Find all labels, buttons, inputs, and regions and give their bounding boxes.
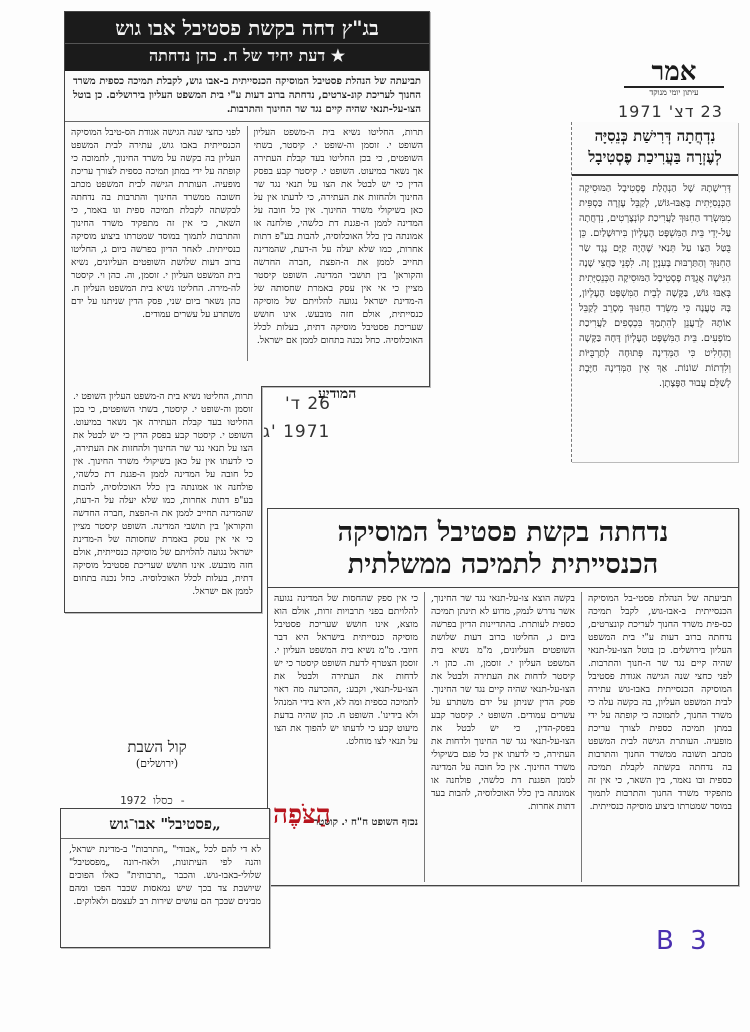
festival-column-b: בקשה הוצא צו-על-תנאי נגד שר החינוך, אשר נדרש לנמק, מדוע לא תינתן תמיכה כספית לעותרת. בהתדיינות הדיון בפרשה ביום ג, החליטו ברוב דעות שלושת השופטים העליונים, מ"מ נשיא בית המשפט העליון י. זוסמן, וה. כהן וי. קיסטר לדחות את העתירה ולבטל את הצו-על-תנאי שהיה קיים נגד שר החינוך. פסק הדין שניתן על ידם משתרע על עשרים עמודים. השופט י. קיסטר קבע בפסק-הדין, כי יש לבטל את הצו-על-תנאי נגד שר החינוך ולדחות את העתירה, כי לדעתו אין כל פגם בשיקולי משרד החינוך. אין כל חובה על המדינה לממן הפגנת דת כלשהי, פולחנה או אמונתה בין כלל האוכלוסיה, להבות בעד דתות אחרות. [431,593,575,812]
omer-body: דְּרִישָׁתָהּ שֶׁל הַנְהָלַת פֶסְטִיבָל הַמּוּסִיקָה הַכְּנֵסִיָּתִית בְּאַבּוּ-גּוֹשׁ, לְקַבֵּל עֶזְרָה כַּסְפִּית מִמִּשְׂרַד הַחִנּוּךְ לַעֲרִיכַת קוֹנְצֶרְטִים, נִדְחֲתָה עַל-יְדֵי בֵּית הַמִּשְׁפָּט הָעֶלְיוֹן בִּירוּשָׁלַיִם. כֵּן בֻּטַּל הַצַּו עַל תְּנַאי שֶׁהָיָה קַיָּם נֶגֶד שַׂר הַחִנּוּךְ וְהַתַּרְבּוּת בָּעִנְיָן זֶה. לִפְנֵי כַּחֲצִי שָׁנָה הִגִּישָׁה אֲגֻדַּת פֶסְטִיבָל הַמּוּסִיקָה הַכְּנֵסִיָּתִית בְּאַבּוּ גּוֹשׁ, בַּקָּשָׁה לְבֵית הַמִּשְׁפָּט הָעֶלְיוֹן, בָּהּ טָעֲנָה כִּי מִשְׂרַד הַחִנּוּךְ מְסָרֵב לְקַבֵּל אוֹתָהּ לְרַעֲנֵן לְהִתְמַךְ בִּכְסָפִים לַעֲרִיכַת מוֹפָעִים. בֵּית הַמִּשְׁפָּט הָעֶלְיוֹן דָּחָה בַּקָּשָׁה וְהֶחְלִיט כִּי הַמְּדִינָה פְּתוּחָה לְתַרְבֻּיּוֹת וְלִדְתוֹת שׁוֹנוֹת. אַךְ אֵין הַמְּדִינָה חַיֶּבֶת לְשַׁלֵּם עֲבוּר הַפֶּצָתָן. [579,183,731,389]
kol-hashabbat-body: לא די להם לכל „אבודי" „התרבות" ב-מדינת ישראל, והנה לפי העיתונות, ולאח-רונה „מפסטיבל" שלולי-באבו-גוש. והכבר „תרבותית" כאלו הפוכים שיושבת צד בכך שיש נמאסות שכבר הפכו ומהם מבינים שבכך הם עושים שירות רב לעצמם ולאלוקים. [69,844,261,907]
hamodia-date-stamp-bottom: 1971 'ג [263,422,331,442]
clipping-omer [571,122,738,462]
clipping-subheadline: ★ דעת יחיד של ח. כהן נדחתה [65,43,429,71]
festival-headline-1: נדחתה בקשת פסטיבל המוסיקה [337,517,669,548]
kol-hashabbat-source [112,738,202,770]
festival-headline-2: הכנסייתית לתמיכה ממשלתית [268,549,738,588]
festival-subheading: נכזף השופט ח"ח י. קוסטר [313,817,418,828]
omer-headline: נִדְחֲתָה דְּרִישַׁת כְּנֵסִיָּה לְעֶזְרָה בַּעֲרִיכַת פֶסְטִיבָל [572,122,738,176]
clipping-bagatz [64,11,430,387]
hatzofe-logo: הַצֹּפֶה [273,800,331,830]
kol-hashabbat-date-stamp: - כסלו 1972 [120,794,186,807]
hamodia-source-label: המודיע [318,386,357,402]
omer-date-stamp: 23 דצ' 1971 [618,102,723,121]
omer-masthead [624,58,724,97]
clipping-kol-hashabbat [60,808,270,948]
omer-logo: אמר [624,58,724,88]
clipping-bagatz-continuation [64,386,262,613]
continuation-text: תרות, החליטו נשיא בית ה-משפט העליון השופט י. זוסמן וה-שופט י. קיסטר, בשתי השופטים, כי בכן החליטו בעד קבלת העתירה אך נשאר במיעוט. השופט י. קיסטר קבע בפסק הדין כי יש לבטל את הצו על תנאי נגד שר החינוך ולהחזות את העתירה, כי לדעתו אין על כאן בשיקולי משרד החינוך. אין כל חובה על המדינה לממן ה-פגנת דת כלשהי, פולחנה או אמונתה בין כלל האוכלוסיה, להבות בע"פ דתות אחרות, כמו שלא יעלה על ה-דעת, שהמדינה תחייב לממן את ה-הפצת ,חברה החדשה והקוראן' בין תושבי המדינה. השופט קיסטר מציין כי אי אין עסק באמרת שחסותה של ה-מדינת ישראל נגועה להלויתם של מוסיקה כנסייתית, אולם חזה מובעש. אינו חושש שעריכת פסטיבל מוסיקה דתית, בעלות לכלל האוכלוסיה. כחל נכנה בתחום לממן אם ישראל. [73,391,253,597]
clipping-lead: תביעתה של הנהלת פסטיבל המוסיקה הכנסייתית ב-אבו גוש, לקבלת תמיכה כספית משרד החנוך לעריכת קונ-צרטים, נדחתה ברוב דעות ע"י בית המשפט העליון בירושלים. כן בוטל הצו-על-תנאי שהיה קיים נגד שר החינוך והתרבות. [65,71,429,122]
clipping-column-right: תרות, החליטו נשיא בית ה-משפט העליון השופט י. זוסמן וה-שופט י. קיסטר, בשתי השופטים, כי בכן החליטו בעד קבלת העתירה אך נשאר במיעוט. השופט י. קיסטר קבע בפסק הדין כי יש לבטל את הצו על תנאי נגד שר החינוך ולהחזות את העתירה, כי לדעתו אין על כאן בשיקולי משרד החינוך. אין כל חובה על המדינה לממן ה-פגנת דת כלשהי, פולחנה או אמונתה בין כלל האוכלוסיה, להבות בע"פ דתות אחרות, כמו שלא יעלה על ה-דעת, שהמדינה תחייב לממן את ה-הפצת ,חברה החדשה והקוראן' בין תושבי המדינה. השופט קיסטר מציין כי אי אין עסק באמרת שחסותה של ה-מדינת ישראל נגועה להלויתם של מוסיקה כנסייתית, אולם חזה מובעש. אינו חושש שעריכת פסטיבל מוסיקה דתית, בעלות לכלל האוכלוסיה. כחל נכנה בתחום לממן אם ישראל. [253,127,423,346]
kol-hashabbat-city: (ירושלים) [135,757,179,770]
clipping-column-left: לפני כחצי שנה הגישה אגודת הס-טיבל המוסיקה הכנסייתית באבו גוש, עתירה לבית המשפט העליון בה בקשה על משרד החינוך, לתמוכה כי קופתה על ידי במתן תמיכה כספית לצורך עריכת מופעיה. העותרת הגישה לבית המשפט מכתב חשובה ממשרד החינוך והתרבות בה נדחתה לבקשתה לקבלת תמיכה ספית ונו באמר, כי השאר, כי אין זה מתפקיד משרד החינוך והתרבות לתמוך במוסד שמטרתו ביצוע מוסיקה כנסייתית. לאחר הדיון בפרשה ביום ג, החליטו ברוב דעות שלושת השופטים העליונים, נשיא בית המשפט העליון י. זוסמן, וה. כהן וי. קיסטר לה-מירה. החליטו נשיא בית המשפט העליון ח. כהן נשאר ביום שני, פסק הדין שניתנו על ידם משתרע על עשרים עמודים. [71,127,241,320]
hamodia-date-stamp-top: 26 ד' [285,394,331,414]
kol-hashabbat-name: קול השבת [127,738,187,756]
clipping-festival-rejected [267,508,739,886]
festival-column-c: כי אין ספק שהחסות של המדינה נגועה להלויתם בפני תרבויות זרות, אולם הוא מוצא, אינו חושש שעריכת פסטיבל מוסיקה כנסייתית בישראל היא דבר חיובי. מ"מ נשיא בית המשפט העליון י. זוסמן הצטרף לדעת השופט קיסטר כי יש לדחות את העתירה ולבטל את הצו-על-תנאי, וקבע: ,ההכרעה מה ראוי לתמיכה כספית ומה לא, היא בידי המנהל ולא בידינו'. השופט ח. כהן שהיה בדעת מיעוט קבע כי לדעתו יש להפוך את הצו על תנאי לצו מוחלט. [274,593,418,747]
festival-column-a: תביעתה של הנהלת פסטי-בל המוסיקה הכנסייתית ב-אבו-גוש, לקבל תמיכה כס-פית משרד החנוך לעריכת קונצרטים, נדחתה ברוב דעות ע"י בית המשפט העליון בירושלים. כן בוטל הצו-על-תנאי שהיה קיים נגד שר ה-חנוך והתרבות. לפני כחצי שנה הגישה אגודת פסטיבל המוסיקה הכנסייתית באבו-גוש עתירה לבית המשפט העליון, בה בקשה עלה כי משרד החנוך, לתמוכה כי קופתה על ידי במתן תמיכה כספית לצורך עריכת מופעיה. העותרת הגישה לבית המשפט מכתב תשובה ממשרד החנוך והתרבות בה נדחתה בקשתה לקבלת תמיכה כספית ובו נאמר, בין השאר, כי אין זה מתפקיד משרד החנוך והתרבות לתמוך במוסד שמטרתו ביצוע מוסיקה כנסייתית. [588,593,732,812]
clipping-headline: בג"ץ דחה בקשת פסטיבל אבו גוש [65,12,429,43]
kol-hashabbat-headline: „פסטיבל" אבו־גוש [61,809,269,839]
handwritten-annotation: B 3 [656,926,711,956]
omer-tagline: עיתון יומי מנוקד [649,88,699,97]
